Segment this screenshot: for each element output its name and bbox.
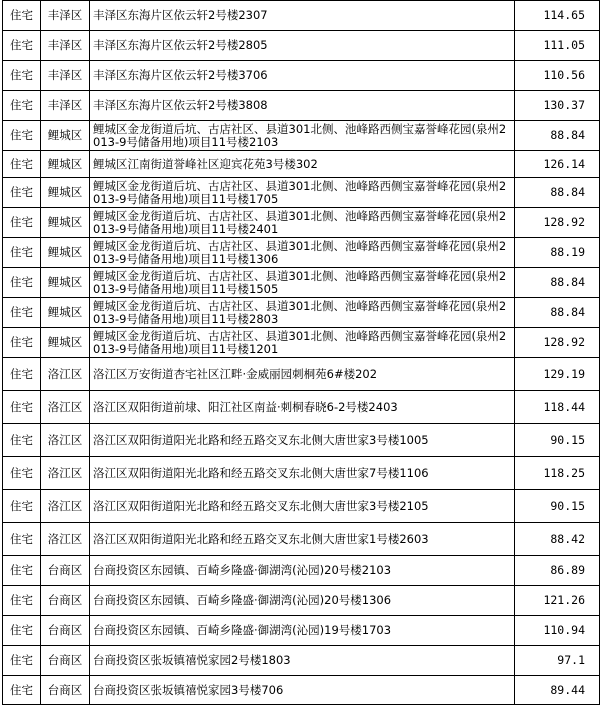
table-row	[3, 178, 600, 208]
district-cell: 台商区	[41, 556, 90, 586]
area-cell: 89.44	[515, 676, 600, 705]
area-cell: 88.42	[515, 523, 600, 556]
address-cell: 鲤城区金龙街道后坑、古店社区、县道301北侧、池峰路西侧宝嘉誉峰花园(泉州2013-9号储备用地)项目11号楼1201	[90, 328, 515, 358]
table-row	[3, 268, 600, 298]
type-cell: 住宅	[3, 358, 41, 391]
type-cell: 住宅	[3, 646, 41, 676]
address-cell: 鲤城区金龙街道后坑、古店社区、县道301北侧、池峰路西侧宝嘉誉峰花园(泉州2013-9号储备用地)项目11号楼1705	[90, 178, 515, 208]
district-cell: 台商区	[41, 676, 90, 705]
district-cell: 洛江区	[41, 424, 90, 457]
address-cell: 洛江区双阳街道阳光北路和经五路交叉东北侧大唐世家1号楼2603	[90, 523, 515, 556]
district-cell: 丰泽区	[41, 31, 90, 61]
address-cell: 鲤城区金龙街道后坑、古店社区、县道301北侧、池峰路西侧宝嘉誉峰花园(泉州2013-9号储备用地)项目11号楼1306	[90, 238, 515, 268]
type-cell: 住宅	[3, 121, 41, 151]
type-cell: 住宅	[3, 490, 41, 523]
district-cell: 台商区	[41, 646, 90, 676]
district-cell: 鲤城区	[41, 298, 90, 328]
address-cell: 鲤城区金龙街道后坑、古店社区、县道301北侧、池峰路西侧宝嘉誉峰花园(泉州2013-9号储备用地)项目11号楼2103	[90, 121, 515, 151]
address-cell: 台商投资区东园镇、百崎乡隆盛·御湖湾(沁园)20号楼2103	[90, 556, 515, 586]
type-cell: 住宅	[3, 391, 41, 424]
table-row	[3, 91, 600, 121]
address-cell: 丰泽区东海片区依云轩2号楼2307	[90, 1, 515, 31]
address-cell: 台商投资区张坂镇禧悦家园3号楼706	[90, 676, 515, 705]
table-row	[3, 424, 600, 457]
type-cell: 住宅	[3, 268, 41, 298]
type-cell: 住宅	[3, 151, 41, 178]
table-body	[3, 1, 600, 705]
address-cell: 鲤城区金龙街道后坑、古店社区、县道301北侧、池峰路西侧宝嘉誉峰花园(泉州2013-9号储备用地)项目11号楼1505	[90, 268, 515, 298]
area-cell: 97.1	[515, 646, 600, 676]
address-cell: 洛江区双阳街道阳光北路和经五路交叉东北侧大唐世家7号楼1106	[90, 457, 515, 490]
area-cell: 128.92	[515, 328, 600, 358]
table-row	[3, 646, 600, 676]
district-cell: 丰泽区	[41, 1, 90, 31]
table-row	[3, 208, 600, 238]
type-cell: 住宅	[3, 616, 41, 646]
address-cell: 台商投资区东园镇、百崎乡隆盛·御湖湾(沁园)19号楼1703	[90, 616, 515, 646]
area-cell: 88.84	[515, 268, 600, 298]
area-cell: 88.84	[515, 121, 600, 151]
area-cell: 88.84	[515, 178, 600, 208]
table-row	[3, 523, 600, 556]
address-cell: 洛江区双阳街道阳光北路和经五路交叉东北侧大唐世家3号楼2105	[90, 490, 515, 523]
district-cell: 丰泽区	[41, 61, 90, 91]
address-cell: 丰泽区东海片区依云轩2号楼3706	[90, 61, 515, 91]
area-cell: 88.19	[515, 238, 600, 268]
area-cell: 86.89	[515, 556, 600, 586]
address-cell: 丰泽区东海片区依云轩2号楼2805	[90, 31, 515, 61]
property-table-sheet	[2, 0, 600, 716]
type-cell: 住宅	[3, 91, 41, 121]
table-row	[3, 1, 600, 31]
area-cell: 114.65	[515, 1, 600, 31]
address-cell: 洛江区双阳街道前埭、阳江社区南益·刺桐春晓6-2号楼2403	[90, 391, 515, 424]
district-cell: 台商区	[41, 616, 90, 646]
area-cell: 111.05	[515, 31, 600, 61]
area-cell: 110.94	[515, 616, 600, 646]
area-cell: 121.26	[515, 586, 600, 616]
district-cell: 鲤城区	[41, 178, 90, 208]
address-cell: 洛江区双阳街道阳光北路和经五路交叉东北侧大唐世家3号楼1005	[90, 424, 515, 457]
area-cell: 118.44	[515, 391, 600, 424]
type-cell: 住宅	[3, 208, 41, 238]
type-cell: 住宅	[3, 1, 41, 31]
address-cell: 鲤城区江南街道誉峰社区迎宾花苑3号楼302	[90, 151, 515, 178]
area-cell: 130.37	[515, 91, 600, 121]
table-row	[3, 61, 600, 91]
table-row	[3, 238, 600, 268]
type-cell: 住宅	[3, 457, 41, 490]
type-cell: 住宅	[3, 31, 41, 61]
district-cell: 丰泽区	[41, 91, 90, 121]
type-cell: 住宅	[3, 238, 41, 268]
type-cell: 住宅	[3, 586, 41, 616]
table-row	[3, 151, 600, 178]
table-row	[3, 358, 600, 391]
type-cell: 住宅	[3, 676, 41, 705]
type-cell: 住宅	[3, 61, 41, 91]
table-row	[3, 121, 600, 151]
district-cell: 鲤城区	[41, 121, 90, 151]
district-cell: 鲤城区	[41, 238, 90, 268]
district-cell: 洛江区	[41, 391, 90, 424]
district-cell: 台商区	[41, 586, 90, 616]
table-row	[3, 298, 600, 328]
address-cell: 丰泽区东海片区依云轩2号楼3808	[90, 91, 515, 121]
district-cell: 鲤城区	[41, 151, 90, 178]
area-cell: 90.15	[515, 490, 600, 523]
area-cell: 129.19	[515, 358, 600, 391]
district-cell: 洛江区	[41, 523, 90, 556]
table-row	[3, 31, 600, 61]
type-cell: 住宅	[3, 328, 41, 358]
table-row	[3, 556, 600, 586]
address-cell: 鲤城区金龙街道后坑、古店社区、县道301北侧、池峰路西侧宝嘉誉峰花园(泉州2013-9号储备用地)项目11号楼2803	[90, 298, 515, 328]
area-cell: 118.25	[515, 457, 600, 490]
address-cell: 鲤城区金龙街道后坑、古店社区、县道301北侧、池峰路西侧宝嘉誉峰花园(泉州2013-9号储备用地)项目11号楼2401	[90, 208, 515, 238]
type-cell: 住宅	[3, 298, 41, 328]
property-table	[2, 0, 600, 705]
area-cell: 90.15	[515, 424, 600, 457]
type-cell: 住宅	[3, 178, 41, 208]
district-cell: 鲤城区	[41, 328, 90, 358]
address-cell: 台商投资区张坂镇禧悦家园2号楼1803	[90, 646, 515, 676]
district-cell: 鲤城区	[41, 208, 90, 238]
type-cell: 住宅	[3, 556, 41, 586]
district-cell: 洛江区	[41, 358, 90, 391]
district-cell: 鲤城区	[41, 268, 90, 298]
table-row	[3, 490, 600, 523]
district-cell: 洛江区	[41, 490, 90, 523]
table-row	[3, 328, 600, 358]
table-row	[3, 457, 600, 490]
area-cell: 126.14	[515, 151, 600, 178]
type-cell: 住宅	[3, 523, 41, 556]
area-cell: 128.92	[515, 208, 600, 238]
type-cell: 住宅	[3, 424, 41, 457]
table-row	[3, 676, 600, 705]
area-cell: 110.56	[515, 61, 600, 91]
area-cell: 88.84	[515, 298, 600, 328]
address-cell: 洛江区万安街道杏宅社区江畔·金威丽园刺桐苑6#楼202	[90, 358, 515, 391]
address-cell: 台商投资区东园镇、百崎乡隆盛·御湖湾(沁园)20号楼1306	[90, 586, 515, 616]
district-cell: 洛江区	[41, 457, 90, 490]
table-row	[3, 616, 600, 646]
table-row	[3, 391, 600, 424]
table-row	[3, 586, 600, 616]
